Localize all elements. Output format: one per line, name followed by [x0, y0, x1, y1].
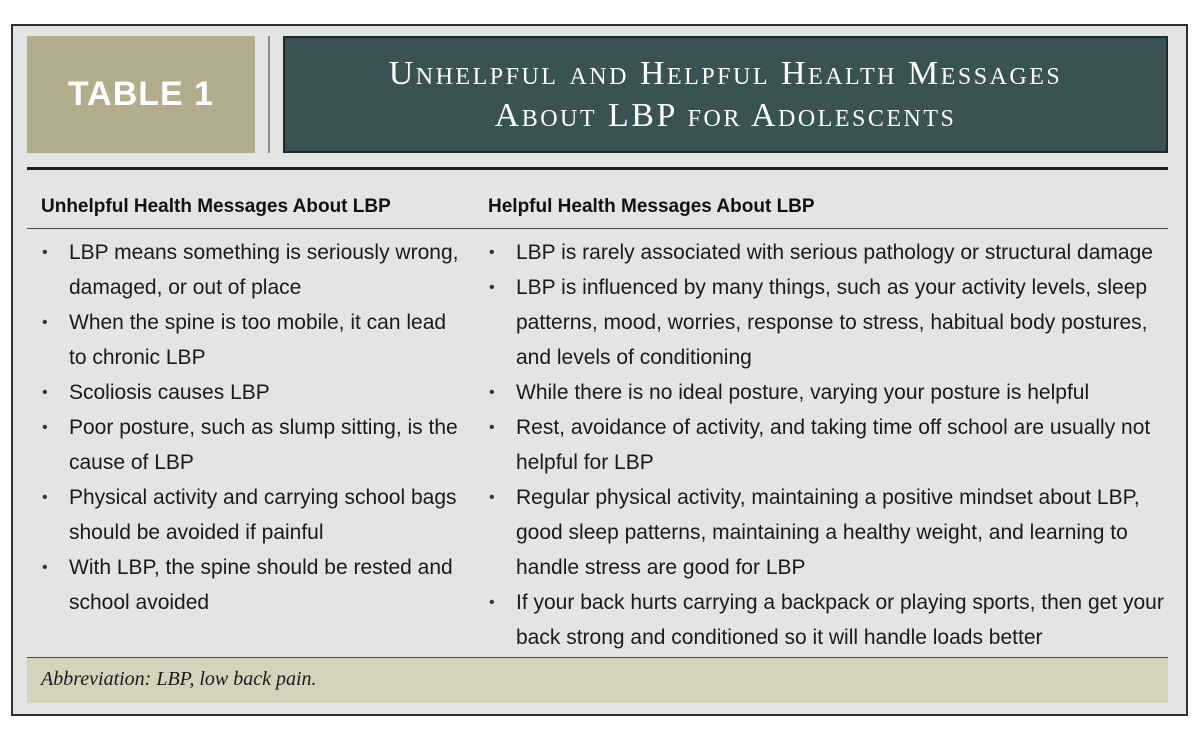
- column-header-rule: [27, 228, 1168, 229]
- list-item: • With LBP, the spine should be rested and school avoided: [41, 550, 461, 620]
- list-item: • When the spine is too mobile, it can lead to chronic LBP: [41, 305, 461, 375]
- list-item: • LBP is influenced by many things, such as your activity levels, sleep patterns, mood, worries, response to stress, habitual body postures, and levels of conditioning: [488, 270, 1173, 375]
- list-item: • Rest, avoidance of activity, and taking time off school are usually not helpful for LBP: [488, 410, 1173, 480]
- table-label-box: [27, 36, 255, 153]
- unhelpful-messages-list: [41, 235, 461, 620]
- footnote: Abbreviation: LBP, low back pain.: [41, 668, 317, 690]
- helpful-messages-list: [488, 235, 1173, 655]
- unhelpful-column-header: Unhelpful Health Messages About LBP: [41, 196, 391, 217]
- list-item: • LBP is rarely associated with serious pathology or structural damage: [488, 235, 1173, 270]
- table-label: TABLE 1: [67, 75, 215, 113]
- label-title-divider: [268, 36, 270, 153]
- list-item: • Poor posture, such as slump sitting, is the cause of LBP: [41, 410, 461, 480]
- table-frame: [11, 24, 1188, 716]
- helpful-column-header: Helpful Health Messages About LBP: [488, 196, 815, 217]
- list-item: • Scoliosis causes LBP: [41, 375, 461, 410]
- footnote-bar: [27, 657, 1168, 703]
- list-item: • Regular physical activity, maintaining a positive mindset about LBP, good sleep patterns, maintaining a healthy weight, and learning to handle stress are good for LBP: [488, 480, 1173, 585]
- list-item: • Physical activity and carrying school bags should be avoided if painful: [41, 480, 461, 550]
- list-item: • If your back hurts carrying a backpack or playing sports, then get your back strong and conditioned so it will handle loads better: [488, 585, 1173, 655]
- title-box: [283, 36, 1168, 153]
- list-item: • LBP means something is seriously wrong, damaged, or out of place: [41, 235, 461, 305]
- header-rule: [27, 167, 1168, 170]
- table-title-line-1: Unhelpful and Helpful Health Messages: [388, 54, 1063, 92]
- list-item: • While there is no ideal posture, varying your posture is helpful: [488, 375, 1173, 410]
- table-title-line-2: About LBP for Adolescents: [494, 96, 957, 134]
